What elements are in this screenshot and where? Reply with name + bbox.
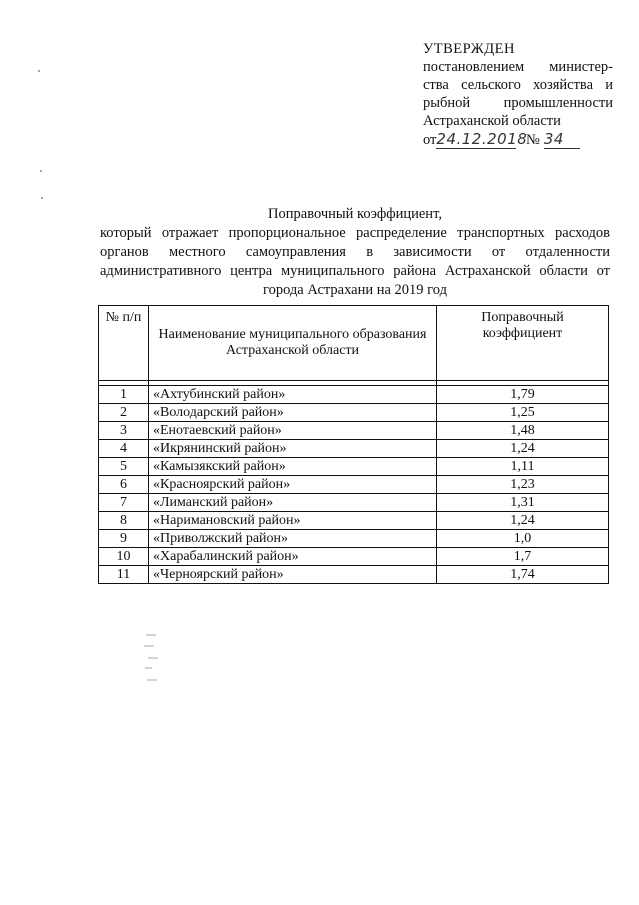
row-district: «Красноярский район» — [149, 476, 437, 494]
table-header-row — [99, 306, 609, 381]
table-row — [99, 548, 609, 566]
row-district: «Икрянинский район» — [149, 440, 437, 458]
row-coefficient: 1,24 — [437, 512, 609, 530]
table-row — [99, 458, 609, 476]
row-coefficient: 1,0 — [437, 530, 609, 548]
row-district: «Наримановский район» — [149, 512, 437, 530]
table-row — [99, 476, 609, 494]
number-prefix: № — [526, 132, 540, 148]
row-district: «Ахтубинский район» — [149, 386, 437, 404]
row-number: 1 — [99, 386, 149, 404]
approval-line: ства сельского хозяйства и — [423, 77, 613, 93]
table-row — [99, 494, 609, 512]
table-row — [99, 512, 609, 530]
row-number: 8 — [99, 512, 149, 530]
row-number: 7 — [99, 494, 149, 512]
row-coefficient: 1,7 — [437, 548, 609, 566]
approval-stamp — [423, 40, 613, 149]
document-title — [100, 205, 610, 300]
approval-line: Астраханской области — [423, 113, 561, 129]
table-row — [99, 386, 609, 404]
row-number: 4 — [99, 440, 149, 458]
scan-speck — [38, 70, 40, 72]
title-line: Поправочный коэффициент, — [268, 206, 442, 222]
handwritten-number: 34 — [544, 130, 580, 149]
row-number: 2 — [99, 404, 149, 422]
approval-line: постановлением министер- — [423, 59, 613, 75]
row-coefficient: 1,24 — [437, 440, 609, 458]
row-coefficient: 1,31 — [437, 494, 609, 512]
row-district: «Харабалинский район» — [149, 548, 437, 566]
row-coefficient: 1,79 — [437, 386, 609, 404]
scan-smudge — [142, 630, 162, 690]
coefficient-table — [98, 305, 609, 584]
row-number: 3 — [99, 422, 149, 440]
row-coefficient: 1,48 — [437, 422, 609, 440]
table-row — [99, 566, 609, 584]
handwritten-date: 24.12.2018 — [436, 130, 528, 148]
row-coefficient: 1,74 — [437, 566, 609, 584]
row-district: «Камызякский район» — [149, 458, 437, 476]
row-district: «Енотаевский район» — [149, 422, 437, 440]
header-coefficient: Поправочный коэффициент — [437, 306, 609, 381]
row-district: «Черноярский район» — [149, 566, 437, 584]
header-name: Наименование муниципального образования Астраханской области — [149, 306, 437, 381]
scan-speck — [41, 197, 43, 199]
row-number: 6 — [99, 476, 149, 494]
row-coefficient: 1,23 — [437, 476, 609, 494]
row-number: 11 — [99, 566, 149, 584]
approval-dateline — [423, 130, 613, 149]
scan-speck — [40, 170, 42, 172]
row-coefficient: 1,25 — [437, 404, 609, 422]
row-number: 10 — [99, 548, 149, 566]
header-number: № п/п — [99, 306, 149, 381]
approval-line: рыбной промышленности — [423, 95, 613, 111]
row-district: «Приволжский район» — [149, 530, 437, 548]
table-row — [99, 440, 609, 458]
table-row — [99, 422, 609, 440]
date-prefix: от — [423, 132, 437, 148]
table-row — [99, 404, 609, 422]
row-number: 9 — [99, 530, 149, 548]
row-coefficient: 1,11 — [437, 458, 609, 476]
table-row — [99, 530, 609, 548]
row-number: 5 — [99, 458, 149, 476]
title-body: который отражает пропорциональное распределение транспортных расходов органов местного самоуправления в зависимости от отдаленности административного центра муниципального района Астраханской области от города Астрахани на 2019 год — [100, 225, 610, 298]
row-district: «Лиманский район» — [149, 494, 437, 512]
approval-heading: УТВЕРЖДЕН — [423, 41, 515, 57]
row-district: «Володарский район» — [149, 404, 437, 422]
